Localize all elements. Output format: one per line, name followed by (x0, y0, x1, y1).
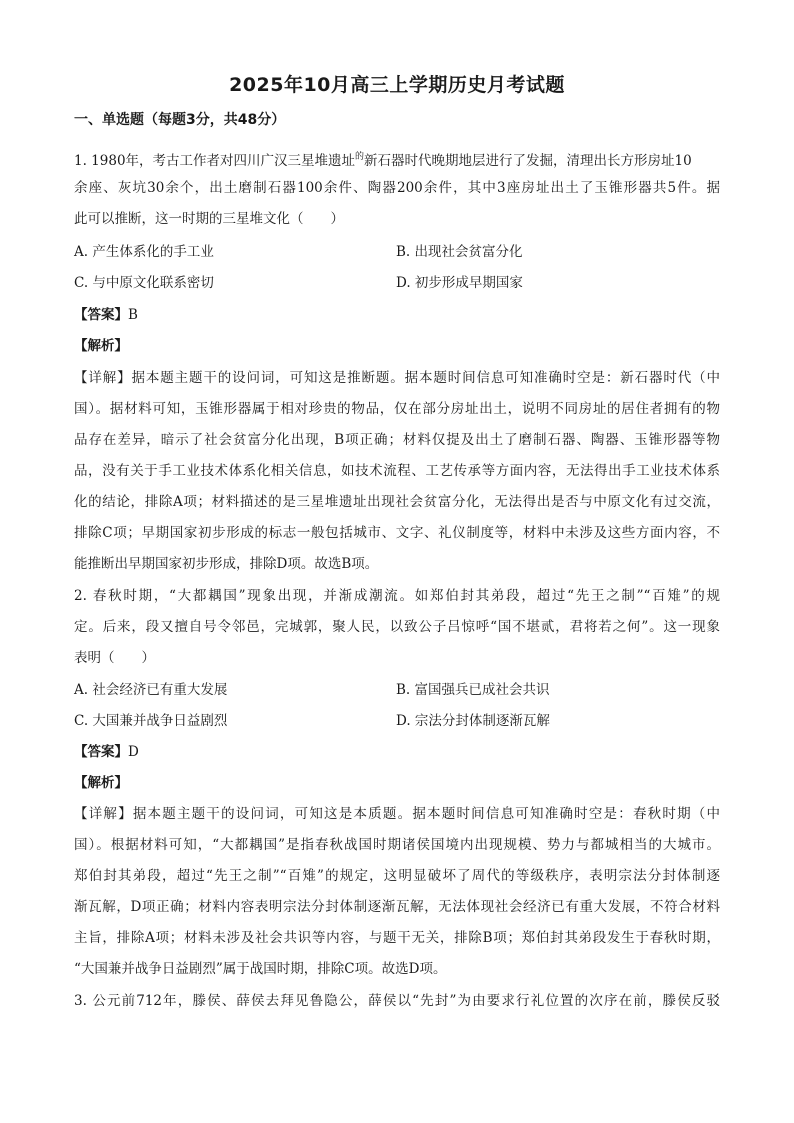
q2-option-c: C. 大国兼并战争日益剧烈 (74, 713, 228, 729)
q1-analysis-label: 【解析】 (74, 338, 128, 354)
section-heading: 一、单选题（每题3分，共48分） (74, 112, 286, 128)
q2-detail-line-5: 主旨，排除A项；材料未涉及社会共识等内容，与题干无关，排除B项；郑伯封其弟段发生于春秋时期， (74, 930, 720, 946)
q2-detail-line-2: 国）。根据材料可知，“大都耦国”是指春秋战国时期诸侯国境内出现规模、势力与都城相当的大城市。 (74, 837, 720, 853)
q1-option-a: A. 产生体系化的手工业 (74, 244, 214, 260)
q2-detail-line-3: 郑伯封其弟段，超过“先王之制”“百雉”的规定，这明显破坏了周代的等级秩序，表明宗法分封体制逐 (74, 868, 720, 884)
q1-stem-text: 1. 1980年，考古工作者对四川广汉三星堆遗址 (74, 153, 356, 169)
q1-detail-line-1: 【详解】据本题主题干的设问词，可知这是推断题。据本题时间信息可知准确时空是：新石器时代（中 (74, 370, 720, 386)
q1-detail-line-6: 排除C项；早期国家初步形成的标志一般包括城市、文字、礼仪制度等，材料中未涉及这些方面内容，不 (74, 525, 720, 541)
q1-answer (74, 305, 138, 325)
q2-stem-line-2: 定。后来，段又擅自号令邻邑，完城郭，聚人民，以致公子吕惊呼“国不堪贰，君将若之何”。这一现象 (74, 619, 720, 635)
q1-stem-line-1 (74, 147, 720, 171)
q1-answer-value: B (128, 307, 138, 323)
q3-stem-line-1: 3. 公元前712年，滕侯、薛侯去拜见鲁隐公，薛侯以“先封”为由要求行礼位置的次序在前，滕侯反驳 (74, 993, 720, 1009)
page-title: 2025年10月高三上学期历史月考试题 (229, 74, 565, 96)
q2-stem-line-3: 表明（ ） (74, 650, 155, 666)
q2-detail-line-1: 【详解】据本题主题干的设问词，可知这是本质题。据本题时间信息可知准确时空是：春秋时期（中 (74, 806, 720, 822)
q1-option-c: C. 与中原文化联系密切 (74, 275, 214, 291)
q1-option-b: B. 出现社会贫富分化 (396, 244, 523, 260)
q2-option-d: D. 宗法分封体制逐渐瓦解 (396, 713, 550, 729)
q2-answer-value: D (128, 744, 139, 760)
q1-detail-line-2: 国）。据材料可知，玉锥形器属于相对珍贵的物品，仅在部分房址出土，说明不同房址的居住者拥有的物 (74, 401, 720, 417)
q2-answer (74, 742, 139, 762)
q1-detail-line-7: 能推断出早期国家初步形成，排除D项。故选B项。 (74, 556, 379, 572)
q1-option-d: D. 初步形成早期国家 (396, 275, 523, 291)
q1-detail-line-5: 化的结论，排除A项；材料描述的是三星堆遗址出现社会贫富分化，无法得出是否与中原文化有过交流， (74, 494, 720, 510)
q1-answer-label: 【答案】 (74, 307, 128, 323)
q2-analysis-label: 【解析】 (74, 775, 128, 791)
q2-stem-line-1: 2. 春秋时期，“大都耦国”现象出现，并渐成潮流。如郑伯封其弟段，超过“先王之制”“百雉”的规 (74, 588, 720, 604)
q1-stem-tail: 新石器时代晚期地层进行了发掘，清理出长方形房址10 (364, 153, 692, 169)
q1-stem-sup: 的 (355, 152, 365, 162)
q1-detail-line-3: 品存在差异，暗示了社会贫富分化出现，B项正确；材料仅提及出土了磨制石器、陶器、玉锥形器等物 (74, 432, 720, 448)
q2-option-b: B. 富国强兵已成社会共识 (396, 682, 550, 698)
q2-detail-line-4: 渐瓦解，D项正确；材料内容表明宗法分封体制逐渐瓦解，无法体现社会经济已有重大发展，不符合材料 (74, 899, 720, 915)
q2-detail-line-6: “大国兼并战争日益剧烈”属于战国时期，排除C项。故选D项。 (74, 961, 447, 977)
q2-answer-label: 【答案】 (74, 744, 128, 760)
q1-stem-line-2: 余座、灰坑30余个，出土磨制石器100余件、陶器200余件，其中3座房址出土了玉锥形器共5件。据 (74, 180, 720, 196)
q1-stem-line-3: 此可以推断，这一时期的三星堆文化（ ） (74, 211, 344, 227)
q2-option-a: A. 社会经济已有重大发展 (74, 682, 228, 698)
q1-detail-line-4: 品，没有关于手工业技术体系化相关信息，如技术流程、工艺传承等方面内容，无法得出手工业技术体系 (74, 463, 720, 479)
